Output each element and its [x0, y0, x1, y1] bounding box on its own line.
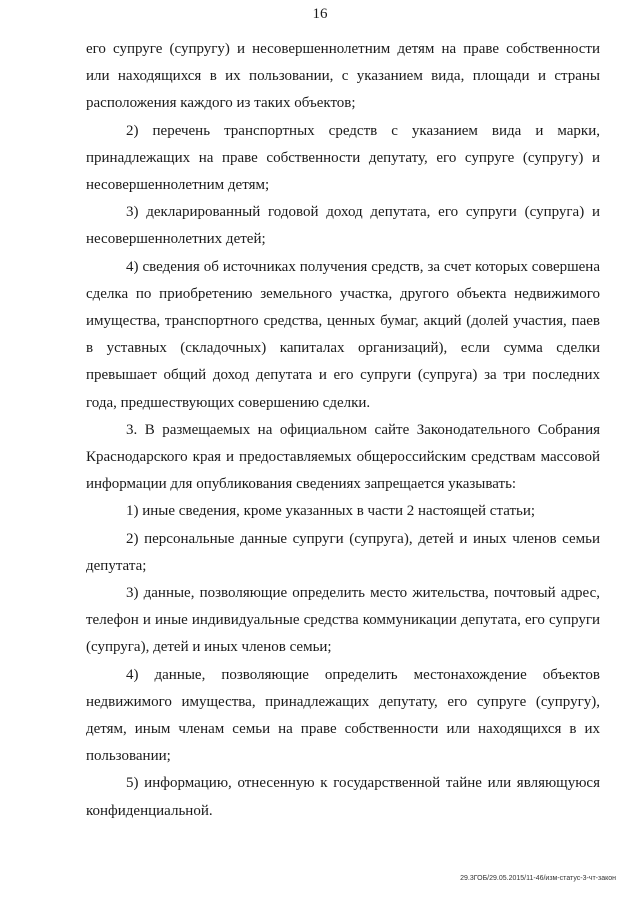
prohibited-item-4: 4) данные, позволяющие определить местонахождение объектов недвижимого имущества, принадлежащих депутату, его супруге (супругу), детям, иным членам семьи на праве собственности или находящихся в их пользовании;: [86, 666, 600, 765]
prohibited-item-5: 5) информацию, отнесенную к государственной тайне или являющуюся конфиденциальной.: [86, 775, 600, 819]
footer-document-code: 29.3ГОБ/29.05.2015/11-46/изм-статус-3-чт-закон: [460, 875, 616, 882]
prohibited-item-1: 1) иные сведения, кроме указанных в части 2 настоящей статьи;: [126, 503, 536, 520]
list-item-sources-of-funds: 4) сведения об источниках получения средств, за счет которых совершена сделка по приобретению земельного участка, другого объекта недвижимого имущества, транспортного средства, ценных бумаг, акций (долей участия, паев в уставных (складочных) капиталах организаций), если сумма сделки превышает общий доход депутата и его супруги (супруга) за три последних года, предшествующих совершению сделки.: [86, 258, 600, 411]
paragraph-continuation: его супруге (супругу) и несовершеннолетним детям на праве собственности или находящихся в их пользовании, с указанием вида, площади и страны расположения каждого из таких объектов;: [86, 41, 600, 112]
section-3-paragraph: 3. В размещаемых на официальном сайте Законодательного Собрания Краснодарского края и предоставляемых общероссийским средствам массовой информации для опубликования сведениях запрещается указывать:: [86, 421, 600, 493]
document-body: [86, 36, 600, 825]
list-item-vehicles: 2) перечень транспортных средств с указанием вида и марки, принадлежащих на праве собственности депутату, его супруге (супругу) и несовершеннолетним детям;: [86, 122, 600, 194]
prohibited-item-2: 2) персональные данные супруги (супруга), детей и иных членов семьи депутата;: [86, 530, 600, 574]
list-item-income: 3) декларированный годовой доход депутата, его супруги (супруга) и несовершеннолетних детей;: [86, 204, 600, 248]
page-number: 16: [312, 6, 328, 22]
prohibited-item-3: 3) данные, позволяющие определить место жительства, почтовый адрес, телефон и иные индивидуальные средства коммуникации депутата, его супруги (супруга), детей и иных членов семьи;: [86, 585, 600, 656]
